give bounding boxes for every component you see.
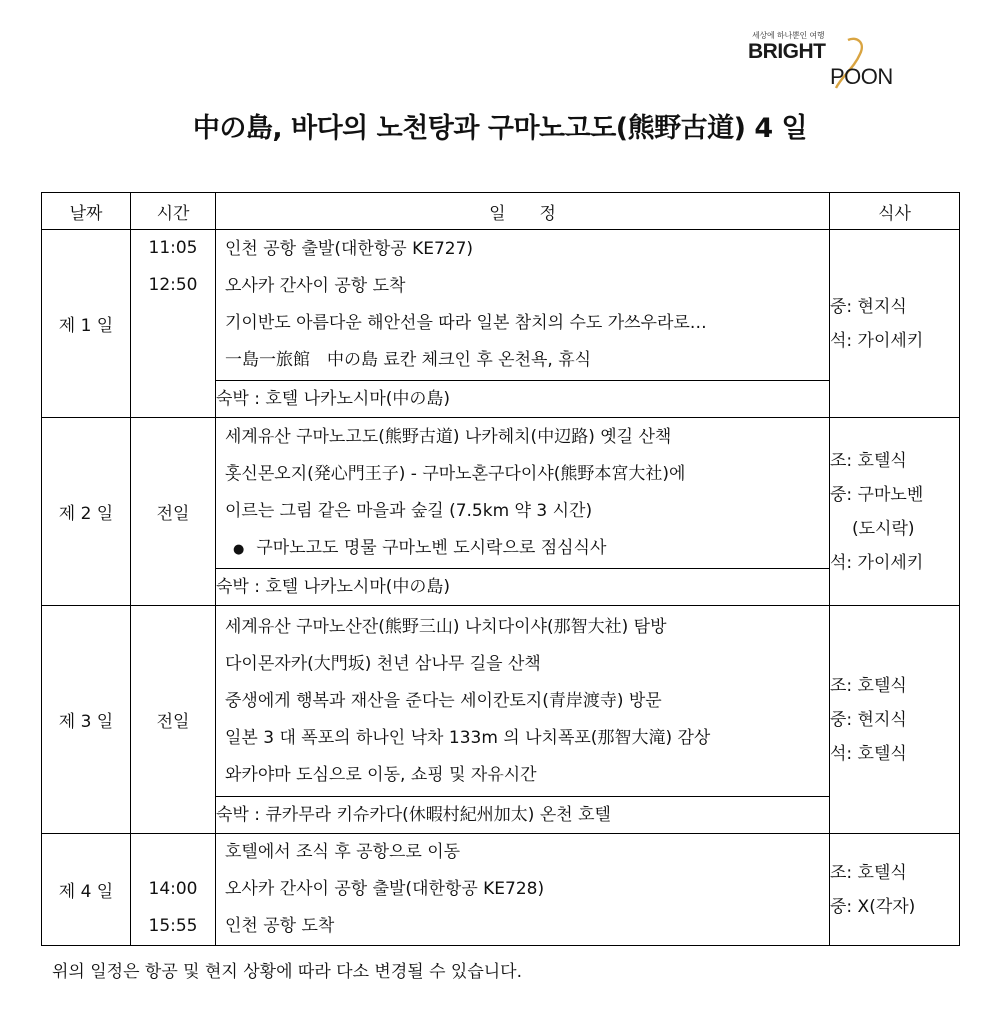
time-value — [131, 834, 215, 871]
day-time: 전일 — [131, 606, 216, 834]
day-label: 제 1 일 — [42, 230, 131, 418]
schedule-cell — [216, 230, 830, 381]
header-date: 날짜 — [42, 193, 131, 230]
meal-cell — [830, 606, 960, 834]
schedule-line: 인천 공항 출발(대한항공 KE727) — [225, 239, 474, 259]
day-time: 전일 — [131, 418, 216, 606]
meal-item: 석: 가이세키 — [830, 552, 924, 573]
schedule-line: 세계유산 구마노산잔(熊野三山) 나치다이샤(那智大社) 탐방 — [225, 616, 667, 637]
logo-word-bright: BRIGHT — [748, 40, 826, 63]
logo-word-poon: POON — [830, 64, 893, 89]
day-row — [42, 606, 960, 797]
page-title: 中の島, 바다의 노천탕과 구마노고도(熊野古道) 4 일 — [192, 113, 808, 144]
stay-info: 숙박 : 큐카무라 키슈카다(休暇村紀州加太) 온천 호텔 — [216, 797, 830, 834]
schedule-cell — [216, 606, 830, 797]
schedule-line: 오사카 간사이 공항 출발(대한항공 KE728) — [225, 879, 545, 899]
schedule-line: 중생에게 행복과 재산을 준다는 세이칸토지(青岸渡寺) 방문 — [225, 690, 662, 711]
day-row — [42, 834, 960, 946]
schedule-line: 一島一旅館 中の島 료칸 체크인 후 온천욕, 휴식 — [225, 350, 592, 370]
meal-item: 석: 호텔식 — [830, 743, 907, 764]
schedule-cell — [216, 834, 830, 946]
schedule-line: 기이반도 아름다운 해안선을 따라 일본 참치의 수도 가쓰우라로… — [225, 313, 707, 333]
header-meal: 식사 — [830, 193, 960, 230]
day-label: 제 2 일 — [42, 418, 131, 606]
time-value: 15:55 — [148, 916, 198, 936]
meal-item: 중: 현지식 — [830, 709, 907, 730]
header-schedule: 일 정 — [216, 193, 830, 230]
day-label: 제 4 일 — [42, 834, 131, 946]
schedule-line: 호텔에서 조식 후 공항으로 이동 — [225, 842, 461, 862]
day-label: 제 3 일 — [42, 606, 131, 834]
brand-logo — [744, 30, 934, 92]
meal-item: 중: 구마노벤 — [830, 484, 924, 505]
day-times — [131, 230, 216, 418]
meal-item: 석: 가이세키 — [830, 330, 924, 351]
meal-cell — [830, 834, 960, 946]
schedule-line: 와카야마 도심으로 이동, 쇼핑 및 자유시간 — [225, 764, 537, 785]
day-row — [42, 230, 960, 381]
time-value: 14:00 — [148, 879, 198, 899]
schedule-bullet-line: ● 구마노고도 명물 구마노벤 도시락으로 점심식사 — [216, 530, 829, 567]
time-value: 11:05 — [148, 238, 198, 258]
day-times — [131, 834, 216, 946]
schedule-cell — [216, 418, 830, 569]
meal-item: (도시락) — [852, 518, 915, 539]
meal-item: 중: 현지식 — [830, 296, 907, 317]
schedule-line: 다이몬자카(大門坂) 천년 삼나무 길을 산책 — [225, 653, 541, 674]
meal-item: 조: 호텔식 — [830, 675, 907, 696]
schedule-line: 인천 공항 도착 — [225, 916, 335, 936]
itinerary-table — [41, 192, 960, 946]
time-value: 12:50 — [148, 275, 198, 295]
meal-item: 조: 호텔식 — [830, 862, 907, 883]
schedule-line: 오사카 간사이 공항 도착 — [225, 276, 406, 296]
day-row — [42, 418, 960, 569]
meal-item: 조: 호텔식 — [830, 450, 907, 471]
header-time: 시간 — [131, 193, 216, 230]
stay-info: 숙박 : 호텔 나카노시마(中の島) — [216, 381, 830, 418]
schedule-line: 세계유산 구마노고도(熊野古道) 나카헤치(中辺路) 옛길 산책 — [225, 427, 672, 447]
meal-cell — [830, 230, 960, 418]
schedule-line: 홋신몬오지(発心門王子) - 구마노혼구다이샤(熊野本宮大社)에 — [225, 464, 686, 484]
stay-info: 숙박 : 호텔 나카노시마(中の島) — [216, 569, 830, 606]
meal-item: 중: X(각자) — [830, 896, 916, 917]
schedule-line: 이르는 그림 같은 마을과 숲길 (7.5km 약 3 시간) — [225, 501, 593, 521]
logo-tagline: 세상에 하나뿐인 여행 — [752, 31, 825, 40]
meal-cell — [830, 418, 960, 606]
footnote: 위의 일정은 항공 및 현지 상황에 따라 다소 변경될 수 있습니다. — [52, 962, 522, 982]
schedule-line: 일본 3 대 폭포의 하나인 낙차 133m 의 나치폭포(那智大滝) 감상 — [225, 727, 711, 748]
header-row — [42, 193, 960, 230]
